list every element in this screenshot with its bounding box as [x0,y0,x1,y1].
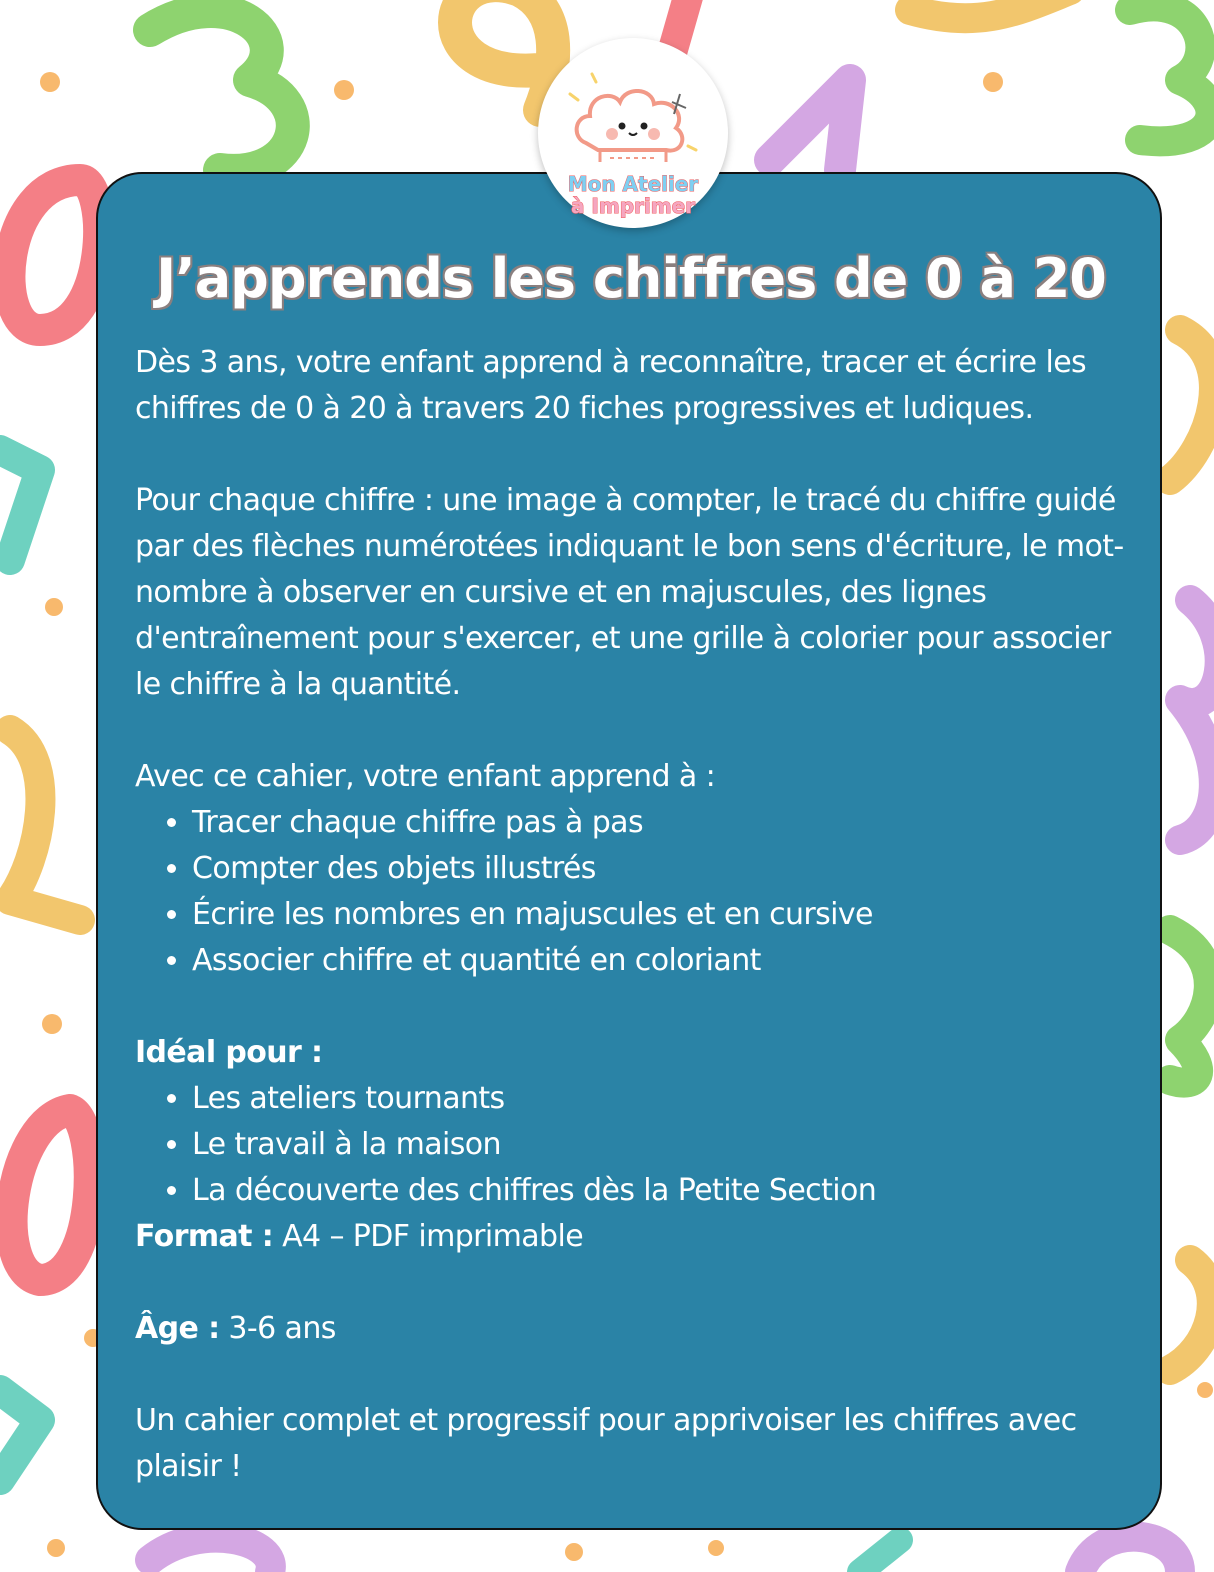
list-item: • Les ateliers tournants [192,1076,1145,1122]
bg-nine-yellow-right [1170,330,1214,480]
bg-dot [47,1539,65,1557]
list-item: • Écrire les nombres en majuscules et en cursive [192,892,1145,938]
list-item: • Compter des objets illustrés [192,846,1145,892]
format-value: A4 – PDF imprimable [273,1219,584,1254]
logo-text-line2: à Imprimer [570,194,696,218]
list-item: • La découverte des chiffres dès la Petite Section [192,1168,1145,1214]
bg-purple-bottom-left [150,1538,271,1572]
spacer [135,708,1145,754]
bg-two-yellow-left [10,730,80,920]
bg-seven-teal-lower [0,1390,40,1480]
bg-dot [334,80,354,100]
bg-dot [1197,1382,1213,1398]
age-line [135,1306,1145,1352]
spacer [135,432,1145,478]
format-line [135,1214,1145,1260]
description-paragraph: Pour chaque chiffre : une image à compter, le tracé du chiffre guidé par des flèches numérotées indiquant le bon sens d'écriture, le mot-nombre à observer en cursive et en majuscules, des lignes d'entraînement pour s'exercer, et une grille à colorier pour associer le chiffre à la quantité. [135,483,1124,702]
skills-list [135,800,1145,984]
bg-four-purple [770,80,850,170]
list-item: • Tracer chaque chiffre pas à pas [192,800,1145,846]
intro-paragraph: Dès 3 ans, votre enfant apprend à reconnaître, tracer et écrire les chiffres de 0 à 20 à travers 20 fiches progressives et ludiques. [135,345,1087,426]
bg-eight-purple-right [1180,600,1214,840]
bg-nine-yellow-lower-right [1170,1260,1212,1370]
brand-logo [538,38,728,228]
list-item: • Le travail à la maison [192,1122,1145,1168]
bg-dot [45,598,63,616]
bg-zero-pink-lower [12,1110,90,1280]
age-value: 3-6 ans [219,1311,336,1346]
card-body [135,340,1145,1490]
bg-three-green-left [150,11,293,171]
bg-zero-pink-left [9,180,99,330]
bg-three-green-right [1130,6,1211,141]
closing-paragraph: Un cahier complet et progressif pour apprivoiser les chiffres avec plaisir ! [135,1403,1077,1484]
bg-dot [565,1543,583,1561]
bg-teal-bottom [860,1540,900,1572]
logo-text-line1: Mon Atelier [567,172,699,196]
spacer [135,984,1145,1030]
bg-three-green-right-lower [1170,930,1209,1083]
bg-stroke-yellow-top [910,0,1070,18]
skills-heading: Avec ce cahier, votre enfant apprend à : [135,759,716,794]
description-card [96,172,1162,1530]
ideal-heading: Idéal pour : [135,1035,323,1070]
spacer [135,1260,1145,1306]
ideal-list [135,1076,1145,1214]
spacer [135,1352,1145,1398]
bg-dot [42,1014,62,1034]
bg-dot [40,72,60,92]
list-item: • Associer chiffre et quantité en coloriant [192,938,1145,984]
age-label: Âge : [135,1311,220,1346]
bg-purple-bottom-right [1080,1537,1180,1572]
bg-dot [708,1540,724,1556]
bg-seven-teal-left [0,450,40,560]
bg-dot [983,72,1003,92]
format-label: Format : [135,1219,274,1254]
page-title: J’apprends les chiffres de 0 à 20 [156,247,1106,310]
